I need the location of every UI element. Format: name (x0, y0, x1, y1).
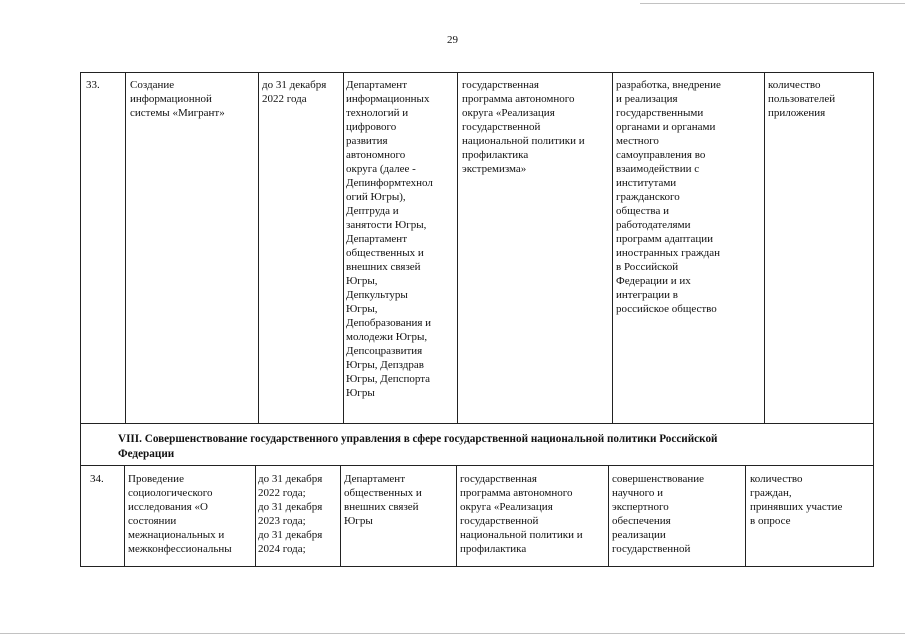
row33-executors: Департамент информационных технологий и цифрового развития автономного округа (далее - Депинформтехнол огий Югры), Дептруда и занятости Югры, Департамент общественных и внешних связей Югры, Депкультуры Югры, Депобразования и молодежи Югры, Депсоцразвития Югры, Депздрав Югры, Депспорта Югры (346, 79, 433, 399)
row34-number: 34. (90, 473, 104, 485)
row34-result: совершенствование научного и экспертного обеспечения реализации государственной (612, 473, 705, 555)
row33-col-divider (125, 72, 126, 423)
row34-col-divider (340, 465, 341, 567)
row33-col-divider (343, 72, 344, 423)
row34-col-divider (456, 465, 457, 567)
table-rule-left (80, 72, 81, 567)
table-rule-section-bottom (80, 465, 874, 466)
row33-col-divider (764, 72, 765, 423)
row33-col-divider (612, 72, 613, 423)
row34-indicator: количество граждан, принявших участие в опросе (750, 473, 843, 527)
row34-program: государственная программа автономного округа «Реализация государственной национальной политики и профилактика (460, 473, 583, 555)
row34-deadline: до 31 декабря 2022 года; до 31 декабря 2023 года; до 31 декабря 2024 года; (258, 473, 323, 555)
scan-edge-top (640, 3, 905, 4)
scan-edge-bottom (0, 633, 905, 634)
section-viii-heading: VIII. Совершенствование государственного управления в сфере государственной национальной политики Российской Федерации (118, 433, 718, 460)
row34-col-divider (255, 465, 256, 567)
row33-col-divider (258, 72, 259, 423)
table-rule-right (873, 72, 874, 567)
row33-event: Создание информационной системы «Мигрант» (130, 79, 225, 119)
row33-result: разработка, внедрение и реализация государственными органами и органами местного самоуправления во взаимодействии с институтами гражданского общества и работодателями программ адаптации иностранных граждан в Российской Федерации и их интеграции в российское общество (616, 79, 721, 315)
table-rule-row33-bottom (80, 423, 874, 424)
table-rule-top (80, 72, 874, 73)
row34-col-divider (608, 465, 609, 567)
table-rule-bottom (80, 566, 874, 567)
row34-executors: Департамент общественных и внешних связей Югры (344, 473, 422, 527)
row33-col-divider (457, 72, 458, 423)
row33-deadline: до 31 декабря 2022 года (262, 79, 327, 105)
row33-number: 33. (86, 79, 100, 91)
row33-program: государственная программа автономного округа «Реализация государственной национальной политики и профилактика экстремизма» (462, 79, 585, 175)
row33-indicator: количество пользователей приложения (768, 79, 836, 119)
row34-col-divider (124, 465, 125, 567)
page-number: 29 (447, 34, 458, 46)
row34-col-divider (745, 465, 746, 567)
row34-event: Проведение социологического исследования «О состоянии межнациональных и межконфессиональны (128, 473, 232, 555)
